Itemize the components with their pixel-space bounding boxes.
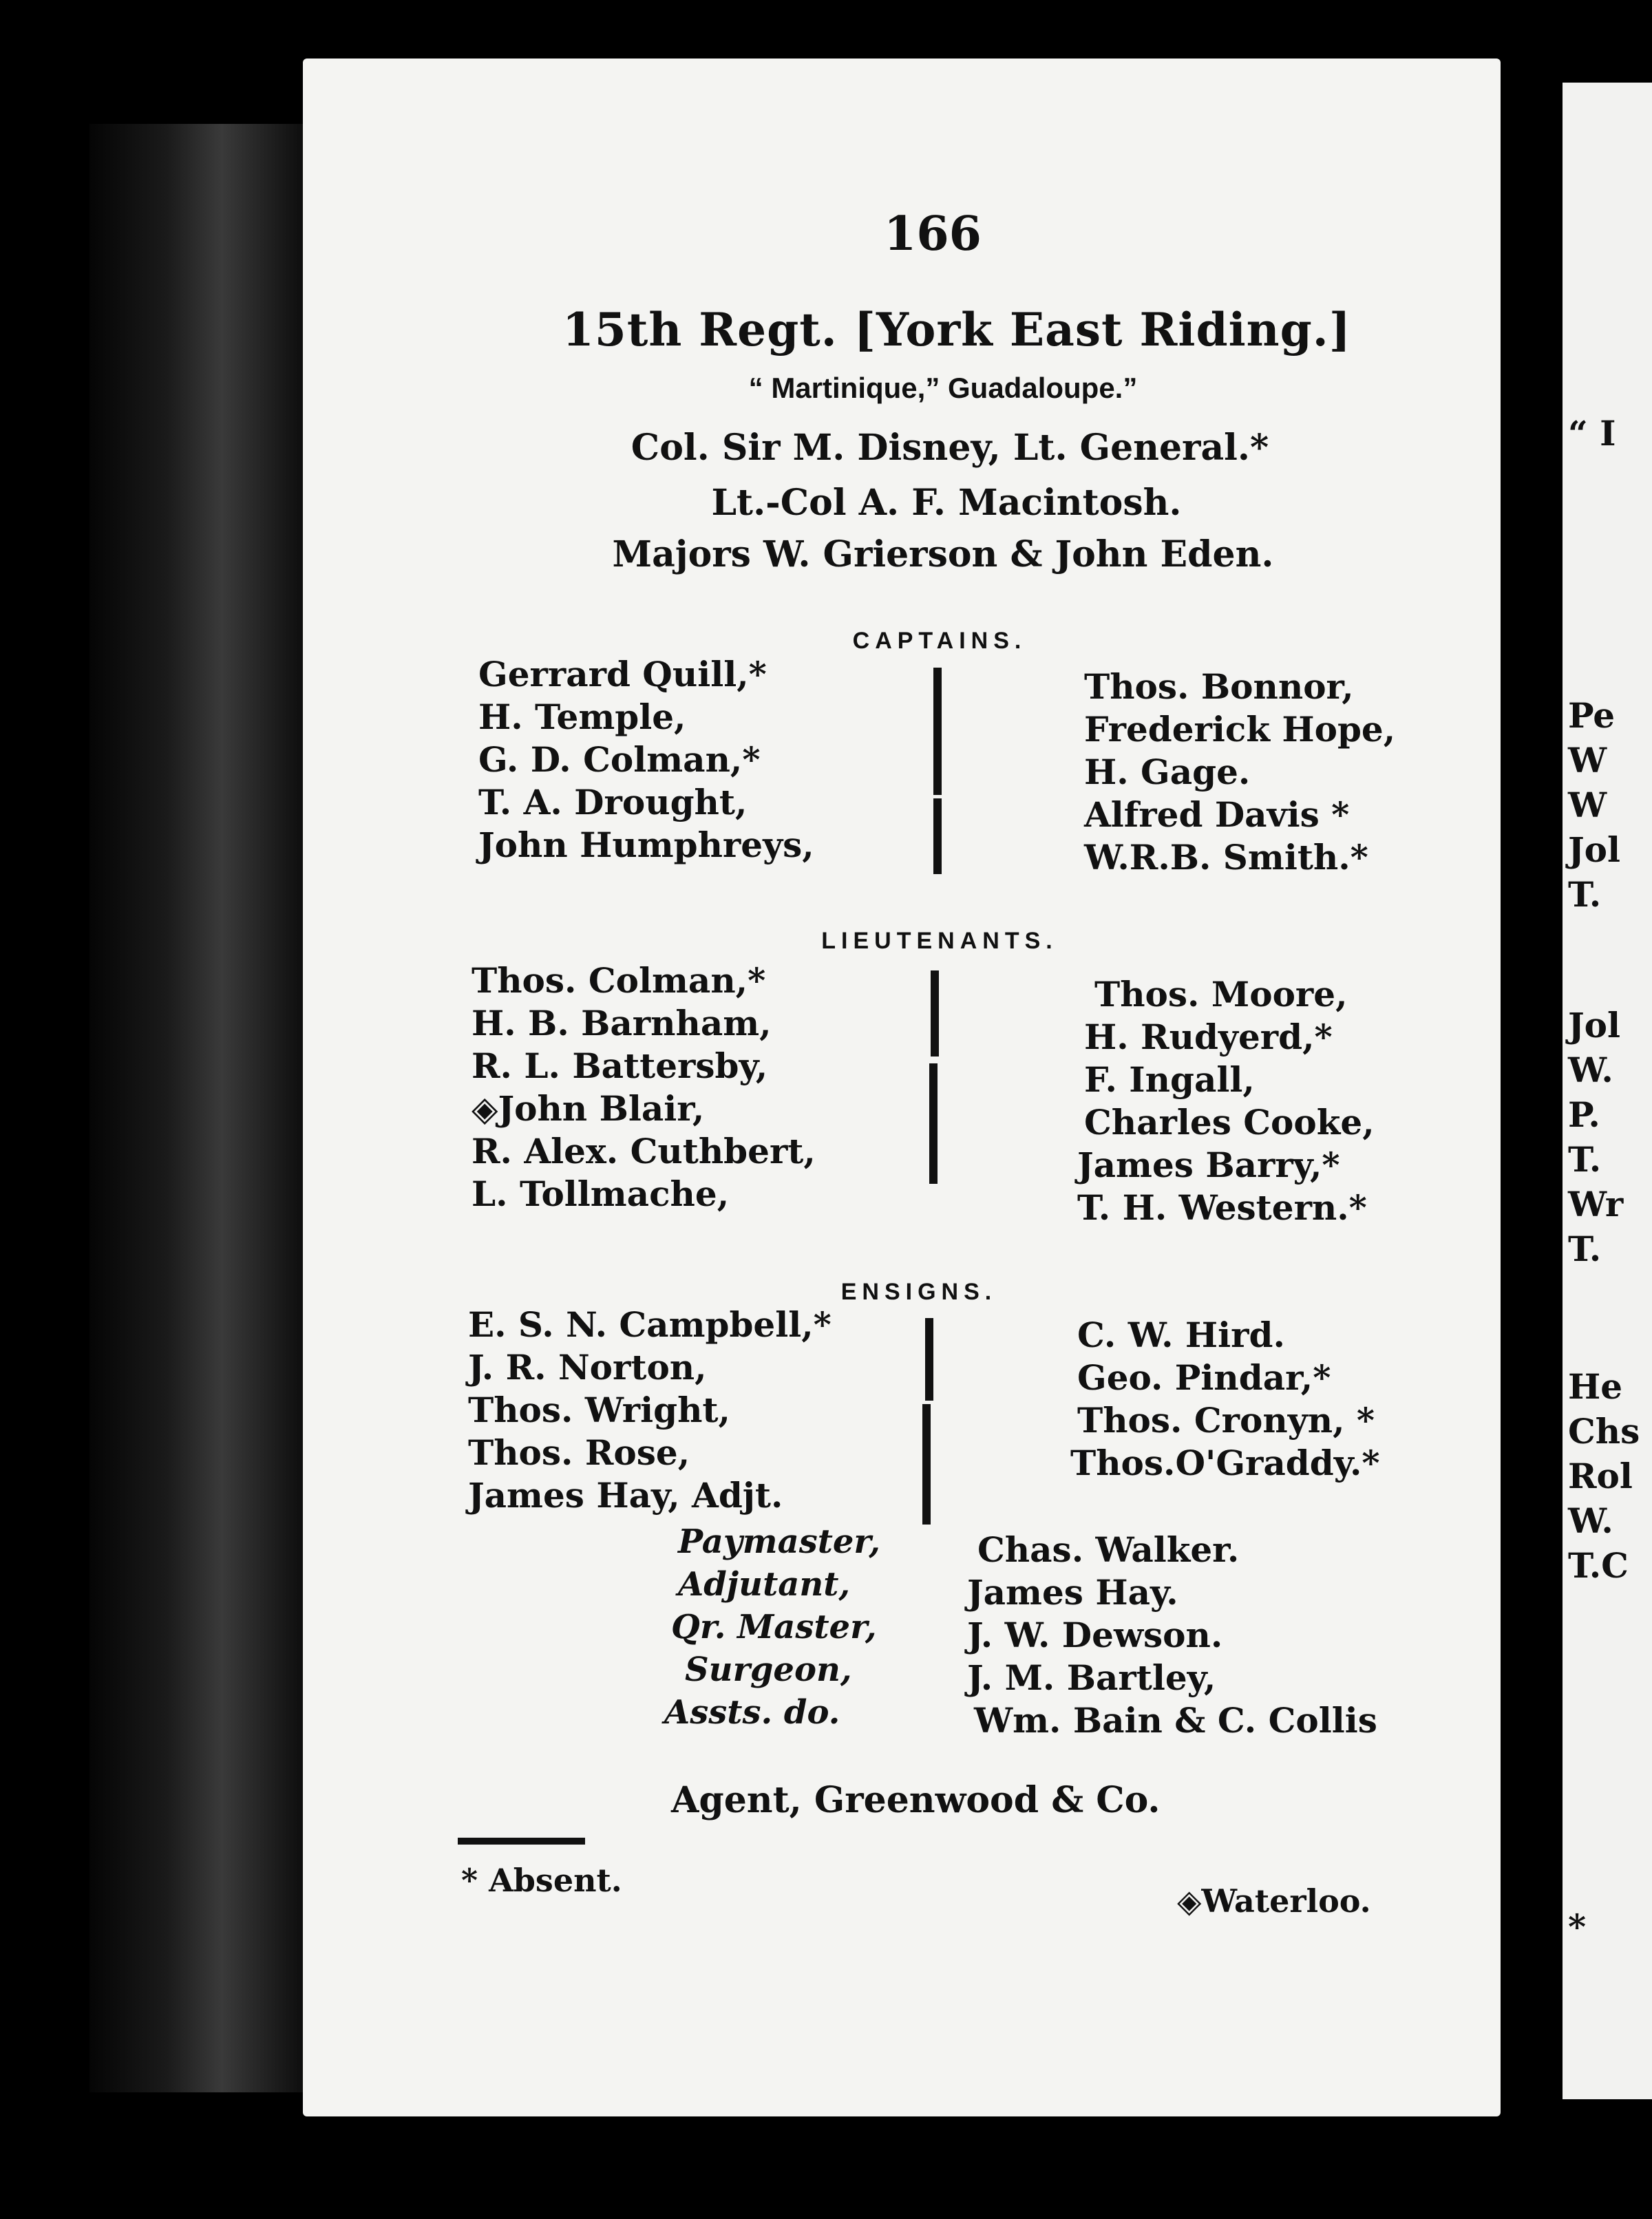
- lieutenant-name: H. Rudyerd,*: [1084, 1017, 1333, 1057]
- column-divider: [925, 1318, 933, 1401]
- captain-name: Gerrard Quill,*: [478, 654, 767, 694]
- waterloo-footnote: ◈Waterloo.: [1177, 1882, 1371, 1920]
- captain-name: Thos. Bonnor,: [1084, 666, 1354, 707]
- lieutenant-name: Charles Cooke,: [1084, 1102, 1375, 1143]
- lieutenant-name: L. Tollmache,: [472, 1174, 730, 1214]
- staff-name: Wm. Bain & C. Collis: [974, 1700, 1377, 1741]
- facing-page-fragment: T.: [1568, 1139, 1602, 1180]
- colonel-line: Col. Sir M. Disney, Lt. General.*: [631, 427, 1269, 469]
- column-divider: [933, 798, 942, 874]
- staff-role: Qr. Master,: [671, 1608, 877, 1646]
- lieutenant-name: Thos. Moore,: [1094, 974, 1348, 1015]
- ensign-name: C. W. Hird.: [1077, 1315, 1285, 1355]
- facing-page-edge: [1563, 83, 1652, 2099]
- ensign-name: Thos. Rose,: [468, 1432, 690, 1473]
- staff-role: Adjutant,: [678, 1565, 851, 1604]
- staff-name: J. M. Bartley,: [967, 1657, 1216, 1698]
- facing-page-fragment: P.: [1568, 1094, 1600, 1135]
- facing-page-fragment: W.: [1568, 1050, 1613, 1090]
- captain-name: G. D. Colman,*: [478, 739, 761, 780]
- captain-name: T. A. Drought,: [478, 782, 748, 822]
- lt-colonel-line: Lt.-Col A. F. Macintosh.: [711, 482, 1182, 524]
- captain-name: H. Temple,: [478, 697, 686, 737]
- facing-page-fragment: Chs: [1568, 1411, 1640, 1452]
- facing-page-fragment: Rol: [1568, 1456, 1633, 1496]
- column-divider: [933, 668, 942, 795]
- lieutenant-name: R. L. Battersby,: [472, 1045, 768, 1086]
- regiment-title: 15th Regt. [York East Riding.]: [562, 303, 1352, 357]
- book-spine-edge: [89, 124, 310, 2092]
- footnote-rule: [458, 1838, 585, 1845]
- facing-page-fragment: W: [1568, 785, 1607, 825]
- lieutenant-name: ◈John Blair,: [472, 1088, 705, 1129]
- facing-page-fragment: Wr: [1568, 1184, 1624, 1224]
- captain-name: John Humphreys,: [478, 825, 814, 865]
- ensigns-heading: ENSIGNS.: [840, 1279, 997, 1305]
- facing-page-fragment: T.C: [1568, 1545, 1629, 1586]
- lieutenant-name: H. B. Barnham,: [472, 1003, 772, 1043]
- battle-honours: “ Martinique,” Guadaloupe.”: [748, 372, 1138, 404]
- ensign-name: Thos. Wright,: [468, 1390, 730, 1430]
- agent-line: Agent, Greenwood & Co.: [671, 1779, 1161, 1821]
- facing-page-fragment: *: [1568, 1907, 1587, 1947]
- facing-page-fragment: W: [1568, 740, 1607, 781]
- staff-role: Surgeon,: [685, 1650, 852, 1689]
- ensign-name: J. R. Norton,: [468, 1347, 707, 1388]
- ensign-name: James Hay, Adjt.: [468, 1475, 783, 1516]
- column-divider: [929, 1063, 938, 1184]
- facing-page-fragment: He: [1568, 1366, 1623, 1407]
- facing-page-fragment: Jol: [1568, 829, 1621, 870]
- column-divider: [922, 1404, 931, 1525]
- facing-page-fragment: T.: [1568, 1229, 1602, 1269]
- staff-name: James Hay.: [967, 1572, 1178, 1613]
- staff-role: Assts. do.: [664, 1693, 840, 1732]
- column-divider: [931, 970, 939, 1057]
- captain-name: H. Gage.: [1084, 752, 1251, 792]
- ensign-name: E. S. N. Campbell,*: [468, 1304, 832, 1345]
- captain-name: W.R.B. Smith.*: [1084, 837, 1368, 878]
- ensign-name: Thos.O'Graddy.*: [1070, 1443, 1380, 1483]
- staff-name: Chas. Walker.: [977, 1529, 1240, 1570]
- lieutenant-name: F. Ingall,: [1084, 1059, 1255, 1100]
- lieutenant-name: James Barry,*: [1077, 1145, 1340, 1185]
- majors-line: Majors W. Grierson & John Eden.: [612, 533, 1274, 575]
- facing-page-fragment: Jol: [1568, 1005, 1621, 1045]
- captain-name: Alfred Davis *: [1084, 794, 1350, 835]
- page-number: 166: [884, 206, 982, 262]
- facing-page-fragment: T.: [1568, 874, 1602, 915]
- facing-page-fragment: W.: [1568, 1500, 1613, 1541]
- lieutenants-heading: LIEUTENANTS.: [821, 928, 1058, 954]
- absent-footnote: * Absent.: [461, 1862, 622, 1899]
- captain-name: Frederick Hope,: [1084, 709, 1396, 750]
- lieutenant-name: T. H. Western.*: [1077, 1187, 1367, 1228]
- ensign-name: Geo. Pindar,*: [1077, 1357, 1331, 1398]
- staff-name: J. W. Dewson.: [967, 1615, 1223, 1655]
- facing-page-fragment: “ I: [1568, 413, 1616, 454]
- lieutenant-name: R. Alex. Cuthbert,: [472, 1131, 816, 1171]
- lieutenant-name: Thos. Colman,*: [472, 960, 766, 1001]
- ensign-name: Thos. Cronyn, *: [1077, 1400, 1375, 1441]
- facing-page-fragment: Pe: [1568, 695, 1616, 736]
- captains-heading: CAPTAINS.: [852, 628, 1027, 654]
- staff-role: Paymaster,: [678, 1522, 880, 1561]
